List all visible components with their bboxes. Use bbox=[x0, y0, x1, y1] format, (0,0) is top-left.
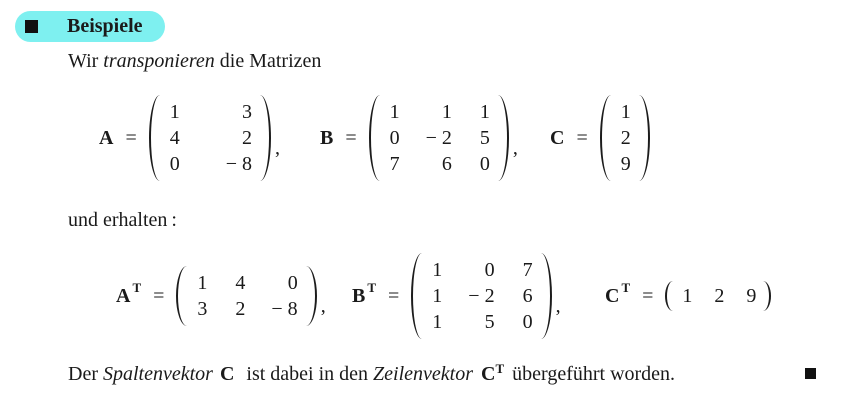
right-paren-icon bbox=[639, 95, 650, 181]
right-paren-icon bbox=[260, 95, 271, 181]
intro-italic-transponieren: transponieren bbox=[103, 50, 215, 72]
equals-sign: = bbox=[388, 284, 400, 307]
matrix-cell: 0 bbox=[484, 259, 495, 281]
comma: , bbox=[555, 294, 561, 317]
equals-sign: = bbox=[125, 126, 137, 149]
closing-vector-ct-superscript: T bbox=[495, 361, 505, 376]
matrix-cell: 1 bbox=[389, 101, 400, 123]
example-start-marker-icon bbox=[25, 20, 38, 33]
beispiele-heading: Beispiele bbox=[67, 15, 143, 37]
matrix-cell: 6 bbox=[441, 153, 452, 175]
beispiele-header-pill bbox=[15, 11, 165, 42]
closing-post: übergeführt worden. bbox=[507, 363, 676, 385]
matrix-b-definition bbox=[320, 95, 518, 181]
matrix-cell: 2 bbox=[714, 285, 725, 307]
matrix-ct-body bbox=[673, 281, 763, 311]
intro-post: die Matrizen bbox=[214, 50, 322, 72]
matrix-bt-label: B bbox=[352, 284, 366, 307]
right-paren-icon bbox=[498, 95, 509, 181]
matrix-cell: 5 bbox=[479, 127, 490, 149]
closing-pre: Der bbox=[68, 363, 103, 385]
matrix-at-body bbox=[187, 266, 305, 326]
left-paren-icon bbox=[369, 95, 380, 181]
intro-pre: Wir bbox=[68, 50, 104, 72]
connector-sentence: und erhalten : bbox=[68, 209, 177, 231]
matrix-c-label: C bbox=[550, 126, 565, 149]
matrix-cell: 1 bbox=[169, 101, 180, 123]
matrix-a-definition bbox=[99, 95, 280, 181]
example-end-marker-icon bbox=[805, 368, 816, 379]
matrix-at-label: A bbox=[116, 284, 131, 307]
matrix-cell: − 8 bbox=[225, 153, 253, 175]
matrix-cell: 3 bbox=[242, 101, 253, 123]
matrix-cell: − 2 bbox=[425, 127, 452, 149]
matrix-cell: 0 bbox=[169, 153, 180, 175]
left-paren-icon bbox=[149, 95, 160, 181]
intro-sentence bbox=[68, 50, 321, 73]
comma: , bbox=[320, 294, 326, 317]
equals-sign: = bbox=[345, 126, 357, 149]
matrix-cell: 0 bbox=[389, 127, 400, 149]
equals-sign: = bbox=[576, 126, 588, 149]
matrix-b-transpose bbox=[352, 253, 561, 339]
matrix-cell: 0 bbox=[479, 153, 490, 175]
left-paren-icon bbox=[176, 266, 187, 326]
left-paren-icon bbox=[600, 95, 611, 181]
matrix-cell: 1 bbox=[197, 272, 208, 294]
closing-vector-ct: C bbox=[481, 363, 496, 385]
matrix-c-definition bbox=[550, 95, 650, 181]
matrix-cell: − 2 bbox=[468, 285, 495, 307]
matrix-c-transpose bbox=[605, 281, 771, 311]
left-paren-icon bbox=[665, 281, 673, 311]
matrix-b-label: B bbox=[320, 126, 334, 149]
closing-sentence bbox=[68, 361, 675, 386]
matrix-cell: 1 bbox=[682, 285, 693, 307]
equals-sign: = bbox=[153, 284, 165, 307]
closing-italic-zeilenvektor: Zeilenvektor bbox=[373, 363, 474, 385]
comma: , bbox=[512, 136, 518, 159]
matrix-cell: 1 bbox=[441, 101, 452, 123]
comma: , bbox=[275, 136, 281, 159]
closing-vector-c: C bbox=[219, 363, 235, 385]
closing-mid: ist dabei in den bbox=[241, 363, 374, 385]
matrix-cell: 1 bbox=[432, 259, 443, 281]
matrix-c-body bbox=[611, 95, 639, 181]
matrix-cell: 1 bbox=[432, 285, 443, 307]
matrix-cell: 9 bbox=[620, 153, 631, 175]
matrix-cell: 4 bbox=[235, 272, 246, 294]
matrix-cell: 2 bbox=[620, 127, 631, 149]
matrix-cell: 0 bbox=[287, 272, 298, 294]
matrix-a-transpose bbox=[116, 266, 326, 326]
matrix-cell: 9 bbox=[746, 285, 757, 307]
matrix-cell: 7 bbox=[522, 259, 533, 281]
matrix-cell: 5 bbox=[484, 311, 495, 333]
matrix-cell: 2 bbox=[235, 298, 246, 320]
transpose-superscript: T bbox=[621, 280, 631, 295]
matrix-cell: 6 bbox=[522, 285, 533, 307]
right-paren-icon bbox=[541, 253, 552, 339]
matrix-cell: 3 bbox=[197, 298, 208, 320]
matrix-b-body bbox=[380, 95, 498, 181]
equals-sign: = bbox=[642, 284, 654, 307]
matrix-cell: 1 bbox=[620, 101, 631, 123]
matrix-cell: − 8 bbox=[271, 298, 298, 320]
closing-italic-spaltenvektor: Spaltenvektor bbox=[102, 363, 213, 385]
matrix-bt-body bbox=[422, 253, 540, 339]
transpose-superscript: T bbox=[367, 280, 377, 295]
transpose-superscript: T bbox=[132, 280, 142, 295]
right-paren-icon bbox=[306, 266, 317, 326]
matrix-cell: 7 bbox=[389, 153, 400, 175]
matrix-cell: 4 bbox=[169, 127, 180, 149]
matrix-cell: 1 bbox=[479, 101, 490, 123]
matrix-ct-label: C bbox=[605, 284, 620, 307]
matrix-a-label: A bbox=[99, 126, 114, 149]
matrix-cell: 0 bbox=[522, 311, 533, 333]
matrix-cell: 2 bbox=[242, 127, 253, 149]
matrix-cell: 1 bbox=[432, 311, 443, 333]
left-paren-icon bbox=[411, 253, 422, 339]
matrix-a-body bbox=[160, 95, 260, 181]
right-paren-icon bbox=[763, 281, 771, 311]
